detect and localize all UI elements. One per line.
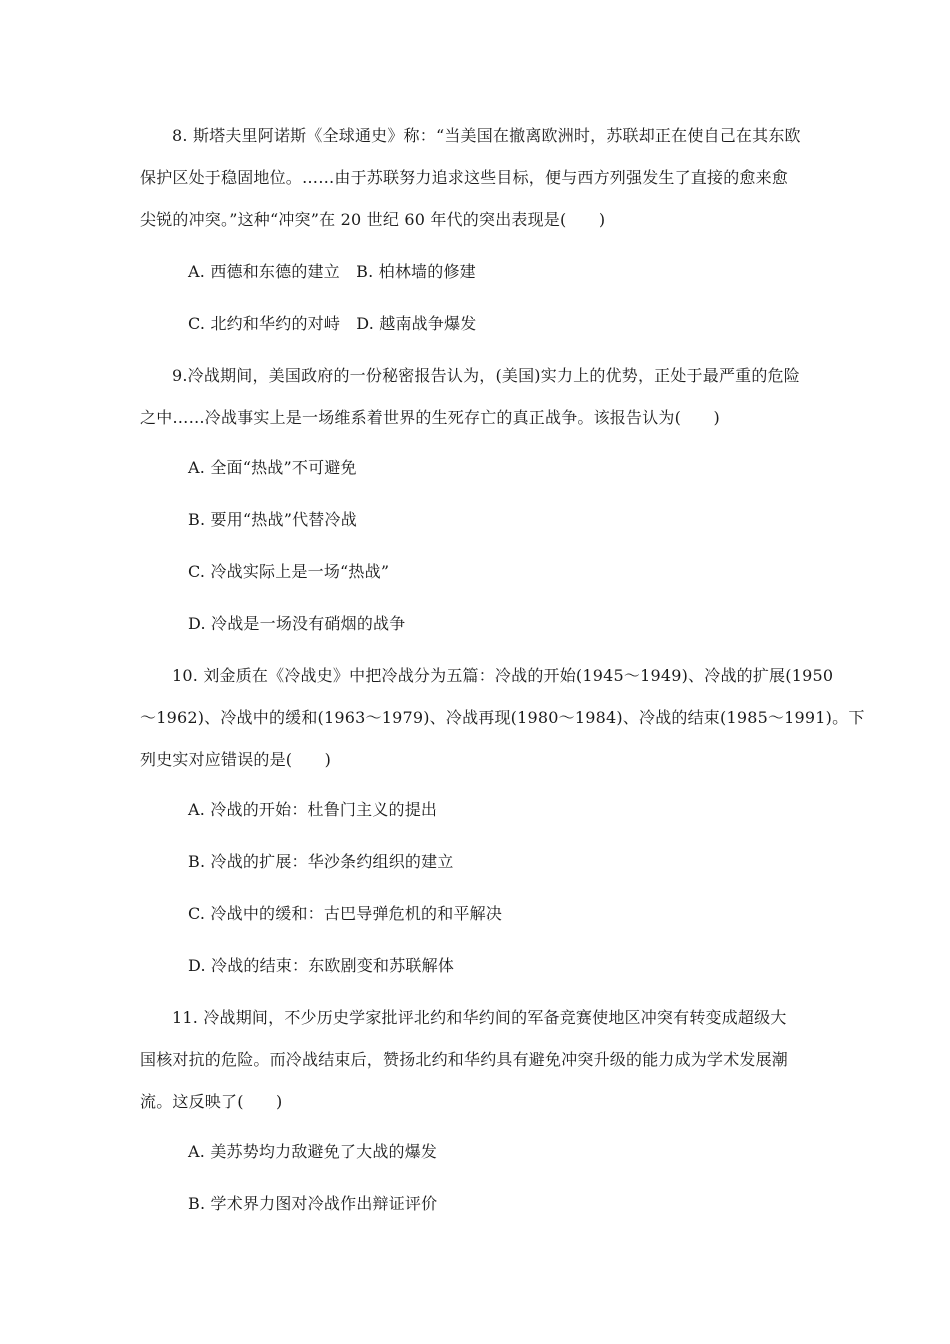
question-10-option-c: C. 冷战中的缓和：古巴导弹危机的和平解决 xyxy=(188,904,503,923)
question-11-option-a: A. 美苏势均力敌避免了大战的爆发 xyxy=(188,1142,438,1161)
question-8-text-line-3: 尖锐的冲突。”这种“冲突”在 20 世纪 60 年代的突出表现是( ) xyxy=(140,210,606,229)
question-10-text-line-1: 10. 刘金质在《冷战史》中把冷战分为五篇：冷战的开始(1945～1949)、冷战的扩展(1950 xyxy=(172,666,834,685)
question-10-text-line-2: ～1962)、冷战中的缓和(1963～1979)、冷战再现(1980～1984)、冷战的结束(1985～1991)。下 xyxy=(140,708,865,727)
question-8-text-line-2: 保护区处于稳固地位。……由于苏联努力追求这些目标，便与西方列强发生了直接的愈来愈 xyxy=(140,168,789,187)
question-10-option-b: B. 冷战的扩展：华沙条约组织的建立 xyxy=(188,852,454,871)
question-8-options-ab: A. 西德和东德的建立 B. 柏林墙的修建 xyxy=(188,262,476,281)
question-11-text-line-3: 流。这反映了( ) xyxy=(140,1092,283,1111)
question-11-text-line-1: 11. 冷战期间，不少历史学家批评北约和华约间的军备竞赛使地区冲突有转变成超级大 xyxy=(172,1008,787,1027)
question-10-option-a: A. 冷战的开始：杜鲁门主义的提出 xyxy=(188,800,438,819)
question-11-text-line-2: 国核对抗的危险。而冷战结束后，赞扬北约和华约具有避免冲突升级的能力成为学术发展潮 xyxy=(140,1050,789,1069)
question-9-option-b: B. 要用“热战”代替冷战 xyxy=(188,510,357,529)
question-9-text-line-1: 9.冷战期间，美国政府的一份秘密报告认为，(美国)实力上的优势，正处于最严重的危险 xyxy=(172,366,800,385)
question-8-text-line-1: 8. 斯塔夫里阿诺斯《全球通史》称：“当美国在撤离欧洲时，苏联却正在使自己在其东欧 xyxy=(172,126,801,145)
question-8-options-cd: C. 北约和华约的对峙 D. 越南战争爆发 xyxy=(188,314,477,333)
question-9-option-c: C. 冷战实际上是一场“热战” xyxy=(188,562,390,581)
question-10-text-line-3: 列史实对应错误的是( ) xyxy=(140,750,332,769)
question-9-option-d: D. 冷战是一场没有硝烟的战争 xyxy=(188,614,406,633)
question-9-option-a: A. 全面“热战”不可避免 xyxy=(188,458,357,477)
question-11-option-b: B. 学术界力图对冷战作出辩证评价 xyxy=(188,1194,438,1213)
question-9-text-line-2: 之中……冷战事实上是一场维系着世界的生死存亡的真正战争。该报告认为( ) xyxy=(140,408,720,427)
question-10-option-d: D. 冷战的结束：东欧剧变和苏联解体 xyxy=(188,956,455,975)
